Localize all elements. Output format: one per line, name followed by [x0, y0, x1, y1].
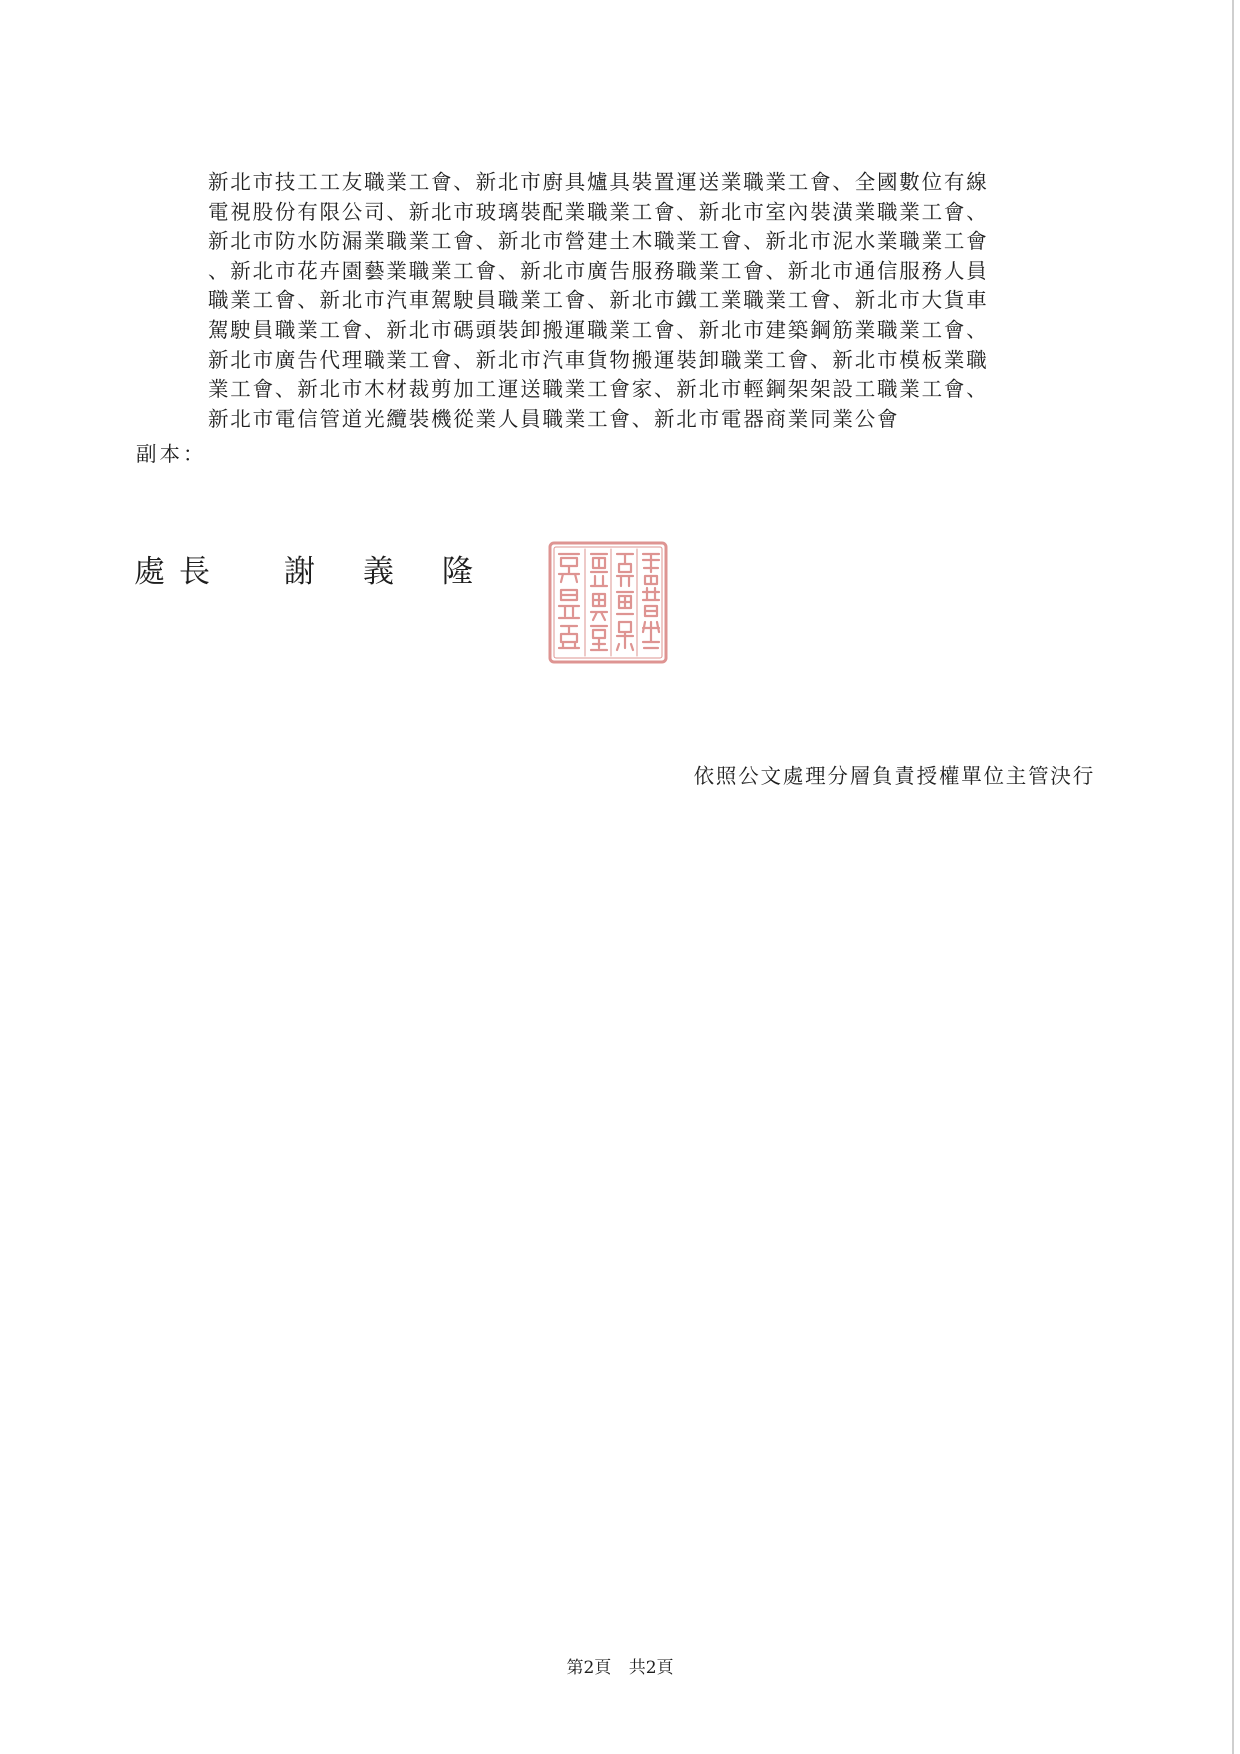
page-edge-shadow: [1232, 0, 1234, 1754]
recipient-line: 新北市電信管道光纜裝機從業人員職業工會、新北市電器商業同業公會: [208, 406, 900, 431]
recipient-line: 電視股份有限公司、新北市玻璃裝配業職業工會、新北市室內裝潢業職業工會、: [208, 199, 989, 224]
recipient-line: 駕駛員職業工會、新北市碼頭裝卸搬運職業工會、新北市建築鋼筋業職業工會、: [208, 317, 989, 342]
signatory-title: 處長: [134, 554, 224, 590]
official-seal-stamp: [547, 540, 669, 665]
delegation-note: 依照公文處理分層負責授權單位主管決行: [693, 764, 1095, 788]
recipient-line: 職業工會、新北市汽車駕駛員職業工會、新北市鐵工業職業工會、新北市大貨車: [208, 288, 989, 313]
recipient-list: [208, 168, 1108, 434]
page-total: 共2頁: [628, 1658, 674, 1678]
page-number: [0, 1657, 1240, 1679]
recipient-line: 業工會、新北市木材裁剪加工運送職業工會家、新北市輕鋼架架設工職業工會、: [208, 377, 989, 402]
recipient-line: 新北市廣告代理職業工會、新北市汽車貨物搬運裝卸職業工會、新北市模板業職: [208, 347, 989, 372]
recipient-line: 、新北市花卉園藝業職業工會、新北市廣告服務職業工會、新北市通信服務人員: [208, 258, 989, 283]
signatory-name: 謝義隆: [284, 554, 521, 590]
recipient-line: 新北市技工工友職業工會、新北市廚具爐具裝置運送業職業工會、全國數位有線: [208, 170, 989, 194]
page-current: 第2頁: [566, 1658, 612, 1678]
signature-block: [134, 552, 521, 592]
recipient-line: 新北市防水防漏業職業工會、新北市營建土木職業工會、新北市泥水業職業工會: [208, 229, 989, 254]
copy-to-label: 副本：: [136, 442, 207, 466]
